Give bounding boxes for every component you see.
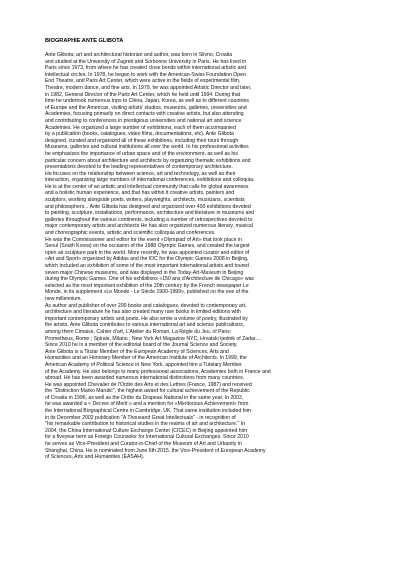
text-line: the artists. Ante Glibota contributes to various international art and science publications, [45, 322, 245, 329]
text-line: galleries throughout the various continents, including a number of retrospectives devoted to [45, 216, 253, 223]
text-line: of Europe and the Americas, visiting artists' studios, museums, galleries, universities and [45, 104, 247, 111]
text-line: abroad. He has been awarded numerous international distinctions from many countries. [45, 375, 245, 382]
text-line: Academies. He organized a large number of exhibitions, each of them accompanied [45, 124, 236, 131]
text-line: he emphasizes the importance of urban space and of the environment, as well as his [45, 150, 238, 157]
text-line: Seoul (South Korea) on the occasion of the 1988 Olympic Games, and created the largest [45, 243, 250, 250]
text-line: the International Biographical Centre in Cambridge, UK. That same institution included him [45, 408, 251, 415]
text-line: He was appointed Chevalier de l'Ordre des Arts et des Lettres (France, 1987) and received [45, 381, 252, 388]
text-line: sculptors, working alongside poets, writers, playwrights, architects, musicians, scientists [45, 197, 245, 204]
text-line: "his remarkable contribution to historical studies in the realms of art and architecture." In [45, 421, 245, 428]
text-line: he serves as Vice-President and Curator-in-Chief of the Museum of Art and Urbanity in [45, 441, 242, 448]
text-line: time he undertook numerous trips to China, Japan, Korea, as well as to different countries [45, 98, 249, 105]
text-line: Theatre, modern dance, and fine arts. In 1979, he was appointed Artistic Director and later, [45, 84, 252, 91]
text-line: in 1982, General Director of the Paris Art Center, which he held until 1994. During that [45, 91, 241, 98]
text-line: Paris since 1973, from where he has created close bonds within international artistic and [45, 65, 247, 72]
text-line: he was awarded a « Decree of Merit » and a mention for «Meritorious Achievement» from [45, 401, 249, 408]
text-line: Humanities and an Honorary Member of the American Institute of Architects. In 1999, the [45, 355, 247, 362]
text-line: seven major Chinese museums, and was displayed in the Today-Art-Museum in Beijing [45, 269, 244, 276]
text-line: Since 2010 he is a member of the editorial board of the Journal Science and Society. [45, 342, 238, 349]
text-line: architecture and literature he has also created many rare books in limited editions with [45, 309, 241, 316]
text-line: and a holistic human experience, and that has within it creative artists, painters and [45, 190, 235, 197]
text-line: selected as the most important exhibition of the 20th century by the French newspaper Le [45, 282, 249, 289]
text-line: «Art and Sport» organized by Adidas and the IOC for the Olympic Games 2008 in Beijing, [45, 256, 249, 263]
text-line: of the Academy. He also belongs to many professional associations, Academies both in France and [45, 368, 271, 375]
biography-text [45, 52, 375, 461]
text-line: to painting, sculpture, installations, performance, architecture and literature in museums and [45, 210, 255, 217]
text-line: Ante Glibota, art and architectural historian and author, was born in Silvno, Croatia [45, 52, 233, 58]
text-line: Monde, in its supplement «Le Monde - Le Siècle 1900-1999», published on the eve of the [45, 289, 249, 296]
text-line: 2004, the China International Culture Exchange Center (CICEC) in Beijing appointed him [45, 427, 248, 434]
text-line: the "Distinction Marko Marulić", the highest award for cultural achievement of the Republic [45, 388, 250, 395]
text-line: He was the Commissioner and editor for the event «Olympiad of Art» that took place in [45, 236, 242, 243]
text-line: open air sculpture park in the world. More recently, he was appointed curator and editor of [45, 249, 250, 256]
text-line: of Croatia in 1996, as well as the Ordre du Drapeau National in the same year. In 2002, [45, 394, 244, 401]
text-line: Academies, focusing primarily on direct contacts with creative artists, but also attending [45, 111, 244, 118]
document-title: BIOGRAPHIE ANTE GLIBOTA [45, 38, 124, 44]
text-line: interaction, organizing large numbers of international conferences, exhibitions and colloquia. [45, 177, 255, 184]
text-line: and choreographic events, artistic and scientific colloquia and conferences. [45, 230, 216, 237]
text-line: intellectual circles. In 1978, he began to work with the American-Swiss Foundation Open [45, 71, 246, 78]
text-line: Prometheus, Rome ; Spirale, Milano ; New York Art Magazine NYC, Hrvatski tjednik of Zadar.... [45, 335, 261, 342]
text-line: during the Olympic Games. One of his exhibitions «150 ans d'Architecture de Chicago» was [45, 276, 255, 283]
text-line: important contemporary artists and poets. He also wrote a volume of poetry, illustrated by [45, 315, 248, 322]
text-line: Museums, galleries and cultural institutions all over the world. In his professional activities [45, 144, 249, 151]
text-line: by a publication (books, catalogues, video films, documentations, etc). Ante Glibota [45, 131, 234, 138]
text-line: and philosophers... Ante Glibota has designed and organized over 400 exhibitions devoted [45, 203, 251, 210]
text-line: and contributing to conferences in prestigious universities and national art and science [45, 117, 242, 124]
text-line: Shanghai, China. He is nominated from June 6th 2015, the Vice-President of European Academy [45, 447, 266, 454]
text-line: among them Cimaise, Cahier d'art, L'Atelier du Roman, La Règle du Jeu, of Paris; [45, 328, 232, 335]
text-line: designed, curated and organized all of these exhibitions, including their tours through [45, 137, 239, 144]
text-line: End Theatre, and Paris Art Center, which were active in the fields of experimental film, [45, 78, 241, 85]
text-line: which included an exhibition of some of the most important international artists and toured [45, 263, 250, 269]
text-line: of Sciences, Arts and Humanities (EASAH). [45, 454, 145, 461]
text-line: and studied at the University of Zagreb and Sorbonne University in Paris. He has lived in [45, 58, 247, 65]
text-line: Ante Glibota is a Titular Member of the European Academy of Sciences, Arts and [45, 348, 229, 355]
text-line: new millennium. [45, 295, 82, 302]
text-line: particular concern about architecture and architects by organizing thematic exhibitions and [45, 157, 251, 164]
text-line: As author and publisher of over 200 books and catalogues, devoted to contemporary art, [45, 302, 247, 309]
text-line: He focuses on the relationship between science, art and technology, as well as their [45, 170, 236, 177]
text-line: for a fiveyear term as Foreign Counselor for International Cultural Exchanges. Since 2010 [45, 434, 249, 441]
text-line: presentations devoted to the leading representatives of contemporary architecture. [45, 164, 233, 171]
text-line: He is at the center of an artistic and intellectual community that calls for global awareness [45, 183, 249, 190]
text-line: American Academy of Political Science in New York, appointed him a Tutelary Member [45, 361, 242, 368]
text-line: major contemporary artists and architects He has also organized numerous literary, musical [45, 223, 253, 230]
text-line: in its December 2002 publication "A Thousand Great Intellectuals" - in recognition of [45, 414, 236, 421]
